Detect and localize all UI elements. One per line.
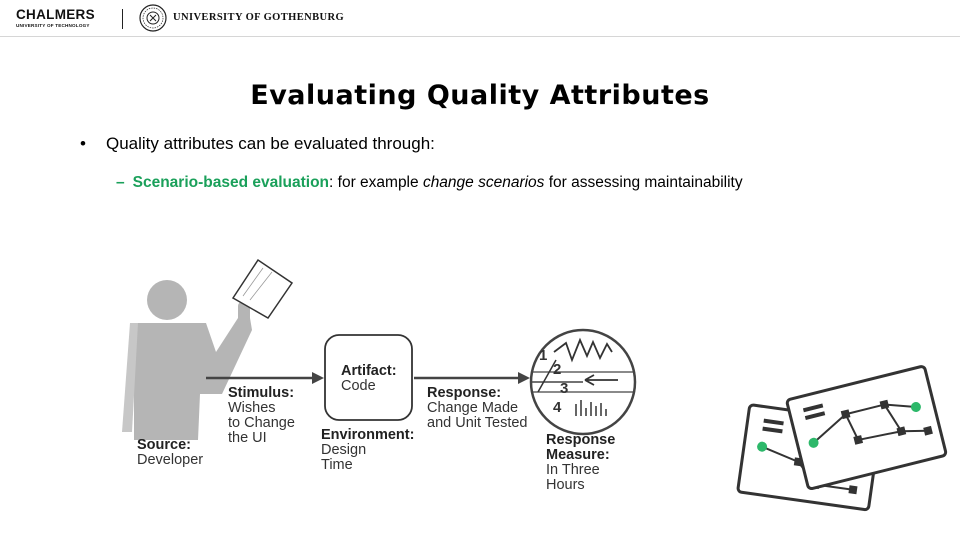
- sub-bullet-term: Scenario-based evaluation: [132, 174, 330, 191]
- source-block: [137, 438, 203, 468]
- chalmers-sub: UNIVERSITY OF TECHNOLOGY: [16, 23, 90, 28]
- gauge-number-4: 4: [553, 399, 562, 416]
- sub-bullet-italic: change scenarios: [422, 174, 545, 191]
- measure-label-2: Measure:: [546, 447, 610, 463]
- slide-title: Evaluating Quality Attributes: [250, 80, 710, 111]
- measure-gauge-icon: [531, 330, 635, 434]
- stimulus-line-2: to Change: [228, 415, 295, 431]
- artifact-block: [341, 364, 397, 394]
- artifact-value: Code: [341, 378, 376, 394]
- bullet-marker: •: [80, 134, 86, 153]
- source-label: Source:: [137, 437, 191, 453]
- gauge-number-3: 3: [560, 380, 569, 397]
- sub-bullet-dash: –: [116, 174, 125, 191]
- environment-line-2: Time: [321, 457, 353, 473]
- stimulus-line-3: the UI: [228, 430, 267, 446]
- bullet-text: Quality attributes can be evaluated through:: [106, 134, 435, 153]
- sub-bullet-text-b: for assessing maintainability: [544, 174, 743, 191]
- response-block: [427, 386, 528, 431]
- source-value: Developer: [137, 452, 204, 468]
- stimulus-line-1: Wishes: [228, 400, 276, 416]
- response-line-2: and Unit Tested: [427, 415, 528, 431]
- measure-line-1: In Three: [546, 462, 600, 478]
- chalmers-name: CHALMERS: [16, 7, 95, 22]
- architecture-diagram-icon: [738, 366, 947, 510]
- environment-block: [321, 428, 414, 473]
- response-line-1: Change Made: [427, 400, 519, 416]
- measure-block: [546, 433, 615, 493]
- artifact-label: Artifact:: [341, 363, 397, 379]
- measure-line-2: Hours: [546, 477, 585, 493]
- environment-label: Environment:: [321, 427, 415, 443]
- gu-name: UNIVERSITY OF GOTHENBURG: [173, 12, 345, 23]
- environment-line-1: Design: [321, 442, 367, 458]
- gauge-number-1: 1: [539, 347, 548, 364]
- sub-bullet-text-a: : for example: [329, 174, 423, 191]
- stimulus-label: Stimulus:: [228, 385, 295, 401]
- response-label: Response:: [427, 385, 502, 401]
- response-arrow-icon: [414, 372, 530, 384]
- measure-label-1: Response: [546, 432, 616, 448]
- gauge-number-2: 2: [553, 361, 562, 378]
- stimulus-block: [228, 386, 295, 446]
